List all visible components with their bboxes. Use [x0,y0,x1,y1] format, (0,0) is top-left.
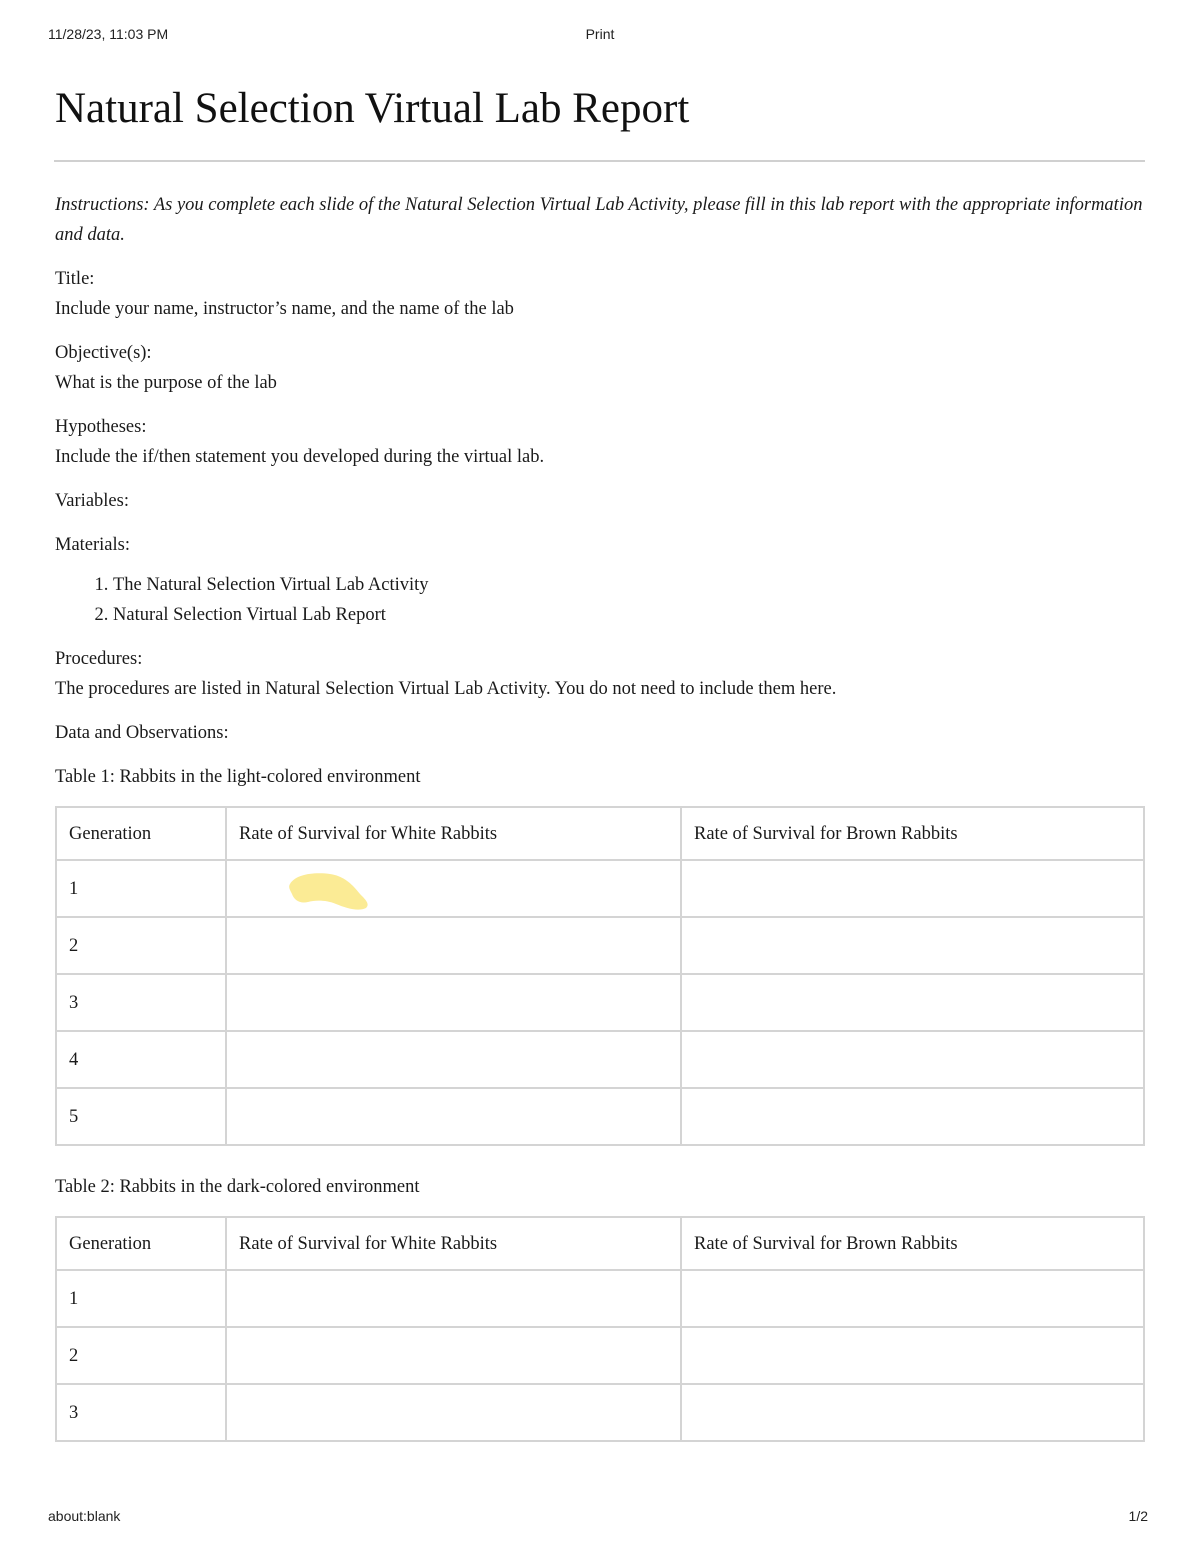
brown-survival-cell[interactable] [681,1031,1144,1088]
table-row [56,1031,1144,1088]
brown-survival-cell[interactable] [681,974,1144,1031]
procedures-label: Procedures: [55,649,143,669]
hypotheses-label: Hypotheses: [55,417,147,437]
print-footer [48,1508,1148,1528]
header-white-rabbits: Rate of Survival for White Rabbits [226,1217,681,1270]
header-generation: Generation [56,807,226,860]
table-header-row [56,1217,1144,1270]
generation-cell: 5 [56,1088,226,1145]
generation-cell: 4 [56,1031,226,1088]
materials-label: Materials: [55,535,131,555]
objective-section [55,338,1145,398]
white-survival-cell[interactable] [226,1384,681,1441]
header-generation: Generation [56,1217,226,1270]
procedures-section [55,644,1145,704]
table2-dark-environment [55,1216,1145,1442]
table1-caption: Table 1: Rabbits in the light-colored environment [55,767,421,787]
document-title: Natural Selection Virtual Lab Report [55,85,690,132]
white-survival-cell[interactable] [226,917,681,974]
white-survival-cell[interactable] [226,1270,681,1327]
white-survival-cell[interactable] [226,1327,681,1384]
materials-item: 1. The Natural Selection Virtual Lab Activity [113,570,1145,600]
variables-section [55,486,1145,516]
table-row [56,917,1144,974]
table-row [56,1384,1144,1441]
table-row [56,974,1144,1031]
data-observations-label: Data and Observations: [55,723,229,743]
generation-cell: 1 [56,1270,226,1327]
table-row [56,860,1144,917]
print-page-title: Print [585,26,615,42]
objective-label: Objective(s): [55,343,152,363]
generation-cell: 1 [56,860,226,917]
instructions-text: Instructions: As you complete each slide of the Natural Selection Virtual Lab Activity, please fill in this lab report with the appropriate information and data. [55,195,1143,245]
print-url: about:blank [48,1508,121,1524]
title-hint: Include your name, instructor’s name, and the name of the lab [55,299,514,319]
table-header-row [56,807,1144,860]
print-datetime: 11/28/23, 11:03 PM [48,26,169,42]
generation-cell: 2 [56,1327,226,1384]
table-row [56,1088,1144,1145]
hypotheses-hint: Include the if/then statement you developed during the virtual lab. [55,447,545,467]
brown-survival-cell[interactable] [681,1384,1144,1441]
header-brown-rabbits: Rate of Survival for Brown Rabbits [681,1217,1144,1270]
procedures-text: The procedures are listed in Natural Selection Virtual Lab Activity. You do not need to include them here. [55,679,837,699]
print-header [48,26,1152,48]
materials-item: 2. Natural Selection Virtual Lab Report [113,600,1145,630]
brown-survival-cell[interactable] [681,1327,1144,1384]
white-survival-cell[interactable] [226,974,681,1031]
table-row [56,1327,1144,1384]
title-divider [54,160,1145,162]
brown-survival-cell[interactable] [681,1270,1144,1327]
highlighter-mark [286,870,372,914]
table-row [56,1270,1144,1327]
variables-label: Variables: [55,491,129,511]
brown-survival-cell[interactable] [681,917,1144,974]
brown-survival-cell[interactable] [681,860,1144,917]
brown-survival-cell[interactable] [681,1088,1144,1145]
generation-cell: 3 [56,1384,226,1441]
document-body [55,190,1145,1468]
generation-cell: 2 [56,917,226,974]
table1-light-environment [55,806,1145,1146]
data-observations-section [55,718,1145,748]
objective-hint: What is the purpose of the lab [55,373,277,393]
materials-section [55,530,1145,560]
page-number: 1/2 [1128,1508,1148,1524]
hypotheses-section [55,412,1145,472]
materials-list [55,570,1145,630]
title-label: Title: [55,269,95,289]
table2-caption: Table 2: Rabbits in the dark-colored environment [55,1177,420,1197]
generation-cell: 3 [56,974,226,1031]
white-survival-cell[interactable] [226,1031,681,1088]
white-survival-cell[interactable] [226,1088,681,1145]
header-white-rabbits: Rate of Survival for White Rabbits [226,807,681,860]
title-section [55,264,1145,324]
header-brown-rabbits: Rate of Survival for Brown Rabbits [681,807,1144,860]
